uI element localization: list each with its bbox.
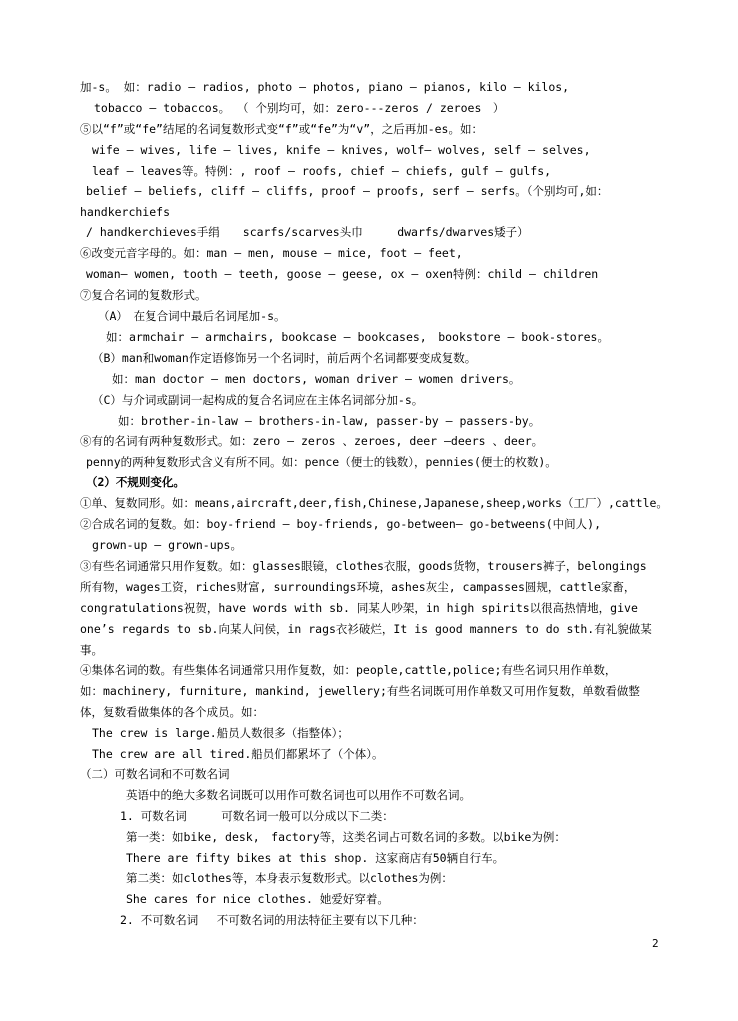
text-line: belief — beliefs, cliff — cliffs, proof — proofs, serf — serfs。（个别均可,如： bbox=[86, 184, 609, 198]
text-line: （A） 在复合词中最后名词尾加-s。 bbox=[98, 309, 286, 323]
text-line: leaf — leaves等。特例：, roof — roofs, chief — chiefs, gulf — gulfs, bbox=[92, 164, 552, 178]
text-line: The crew is large.船员人数很多（指整体）； bbox=[92, 726, 349, 740]
text-line: congratulations祝贺，have words with sb. 同某人吵架，in high spirits以很高热情地，give bbox=[80, 601, 638, 615]
text-line: ⑧有的名词有两种复数形式。如：zero — zeros 、zeroes, deer —deers 、deer。 bbox=[80, 434, 544, 448]
text-line: 第一类：如bike, desk, factory等，这类名词占可数名词的多数。以bike为例： bbox=[126, 830, 566, 844]
section-heading: （2）不规则变化。 bbox=[86, 475, 185, 489]
text-line: 加-s。 如：radio — radios, photo — photos, piano — pianos, kilo — kilos, bbox=[80, 80, 570, 94]
text-line: ⑥改变元音字母的。如：man — men, mouse — mice, foot — feet, bbox=[80, 246, 463, 260]
text-line: 第二类：如clothes等，本身表示复数形式。以clothes为例： bbox=[126, 871, 453, 885]
text-line: ⑤以“f”或“fe”结尾的名词复数形式变“f”或“fe”为“v”，之后再加-es。如： bbox=[80, 122, 483, 136]
text-line: 如：machinery, furniture, mankind, jewellery;有些名词既可用作单数又可用作复数，单数看做整 bbox=[80, 684, 640, 698]
text-line: （C）与介词或副词一起构成的复合名词应在主体名词部分加-s。 bbox=[92, 393, 424, 407]
text-line: 如：brother-in-law — brothers-in-law, passer-by — passers-by。 bbox=[118, 414, 541, 428]
text-line: ①单、复数同形。如：means,aircraft,deer,fish,Chinese,Japanese,sheep,works（工厂）,cattle。 bbox=[80, 496, 668, 510]
text-line: wife — wives, life — lives, knife — knives, wolf— wolves, self — selves, bbox=[92, 143, 591, 157]
text-line: （B）man和woman作定语修饰另一个名词时，前后两个名词都要变成复数。 bbox=[92, 351, 477, 365]
text-line: 体，复数看做集体的各个成员。如： bbox=[80, 705, 264, 719]
text-line: 2. 不可数名词 不可数名词的用法特征主要有以下几种： bbox=[120, 913, 424, 927]
text-line: 如：armchair — armchairs, bookcase — bookcases, bookstore — book-stores。 bbox=[106, 330, 609, 344]
text-line: 事。 bbox=[80, 643, 103, 657]
text-line: The crew are all tired.船员们都累坏了（个体）。 bbox=[92, 747, 384, 761]
text-line: ⑦复合名词的复数形式。 bbox=[80, 288, 207, 302]
text-line: grown-up — grown-ups。 bbox=[92, 538, 242, 552]
text-line: She cares for nice clothes. 她爱好穿着。 bbox=[126, 892, 389, 906]
page-number: 2 bbox=[652, 937, 659, 950]
text-line: There are fifty bikes at this shop. 这家商店有50辆自行车。 bbox=[126, 851, 505, 865]
text-line: woman— women, tooth — teeth, goose — geese, ox — oxen特例：child — children bbox=[86, 267, 599, 281]
text-line: penny的两种复数形式含义有所不同。如：pence（便士的钱数），pennies(便士的枚数)。 bbox=[86, 455, 557, 469]
text-line: ③有些名词通常只用作复数。如：glasses眼镜，clothes衣服，goods货物，trousers裤子，belongings bbox=[80, 559, 647, 573]
text-line: 1. 可数名词 可数名词一般可以分成以下二类： bbox=[120, 809, 394, 823]
text-line: one’s regards to sb.向某人问侯，in rags衣衫破烂，It is good manners to do sth.有礼貌做某 bbox=[80, 622, 652, 636]
text-line: 如：man doctor — men doctors, woman driver — women drivers。 bbox=[112, 372, 521, 386]
text-line: / handkerchieves手绢 scarfs/scarves头巾 dwarfs/dwarves矮子） bbox=[86, 225, 529, 239]
text-line: ④集体名词的数。有些集体名词通常只用作复数，如：people,cattle,police;有些名词只用作单数， bbox=[80, 663, 617, 677]
text-line: ②合成名词的复数。如：boy-friend — boy-friends, go-between— go-betweens(中间人), bbox=[80, 517, 602, 531]
text-line: 所有物，wages工资，riches财富, surroundings环境，ashes灰尘, campasses圆规，cattle家畜， bbox=[80, 580, 636, 594]
text-line: 英语中的绝大多数名词既可以用作可数名词也可以用作不可数名词。 bbox=[126, 788, 471, 802]
text-line: tobacco — tobaccos。 （ 个别均可，如：zero---zeros / zeroes ） bbox=[94, 101, 505, 115]
section-heading: （二）可数名词和不可数名词 bbox=[80, 767, 230, 781]
text-line: handkerchiefs bbox=[80, 205, 171, 219]
